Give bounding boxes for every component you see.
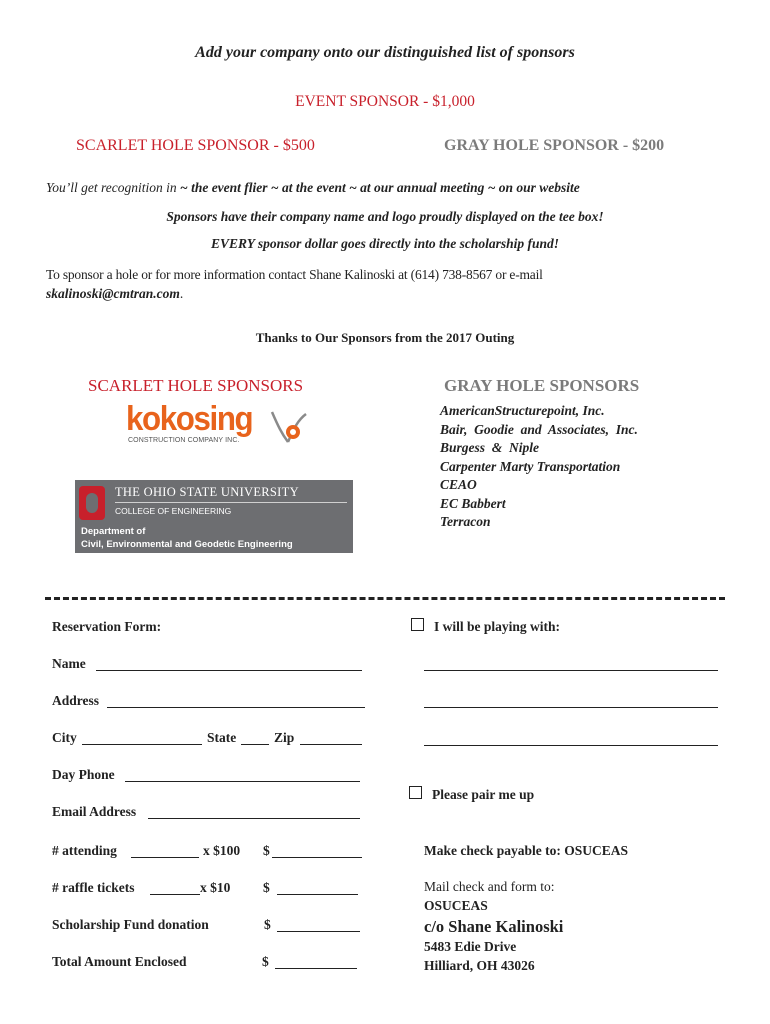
payable-to: Make check payable to: OSUCEAS — [424, 843, 629, 858]
attending-label: # attending — [52, 843, 117, 858]
tee-box-line: Sponsors have their company name and logo proudly displayed on the tee box! — [166, 209, 604, 224]
address-field[interactable] — [107, 707, 365, 708]
raffle-count-field[interactable] — [150, 894, 200, 895]
attending-dollar: $ — [263, 843, 270, 858]
city-label: City — [52, 730, 77, 745]
osu-logo — [75, 480, 353, 553]
email-label: Email Address — [52, 804, 137, 819]
osu-college: COLLEGE OF ENGINEERING — [115, 506, 232, 516]
kokosing-wordmark: kokosing — [126, 400, 253, 438]
contact-email[interactable]: skalinoski@cmtran.com — [46, 286, 180, 301]
list-item: CEAO — [440, 477, 477, 492]
event-sponsor-heading: EVENT SPONSOR - $1,000 — [295, 93, 475, 110]
scholarship-amount-field[interactable] — [277, 931, 360, 932]
osu-divider — [115, 502, 347, 503]
list-item: Burgess & Niple — [440, 440, 540, 455]
osu-department-name: Civil, Environmental and Geodetic Engineering — [81, 539, 293, 550]
name-field[interactable] — [96, 670, 362, 671]
total-label: Total Amount Enclosed — [52, 954, 187, 969]
attending-price: x $100 — [203, 843, 241, 858]
gray-sponsors-heading: GRAY HOLE SPONSORS — [444, 376, 640, 395]
playing-with-checkbox[interactable] — [411, 618, 424, 631]
recognition-items: ~ the event flier ~ at the event ~ at our annual meeting ~ on our website — [180, 180, 580, 195]
scholarship-line: EVERY sponsor dollar goes directly into the scholarship fund! — [210, 236, 560, 251]
mail-city: Hilliard, OH 43026 — [424, 958, 535, 973]
total-amount-field[interactable] — [275, 968, 357, 969]
kokosing-logo — [126, 400, 316, 450]
scarlet-sponsors-heading: SCARLET HOLE SPONSORS — [88, 376, 304, 395]
zip-label: Zip — [274, 730, 295, 745]
osu-department: Department of — [81, 526, 146, 537]
list-item: Bair, Goodie and Associates, Inc. — [440, 421, 638, 437]
total-dollar: $ — [262, 954, 269, 969]
recognition-lead: You’ll get recognition in — [46, 180, 177, 195]
kokosing-subtitle: CONSTRUCTION COMPANY INC. — [128, 437, 240, 444]
scholarship-label: Scholarship Fund donation — [52, 917, 209, 932]
state-field[interactable] — [241, 744, 269, 745]
zip-field[interactable] — [300, 744, 362, 745]
raffle-label: # raffle tickets — [52, 880, 135, 895]
osu-block-o-icon — [79, 486, 105, 520]
list-item: Terracon — [440, 514, 491, 529]
raffle-dollar: $ — [263, 880, 270, 895]
mail-street: 5483 Edie Drive — [424, 939, 517, 954]
gray-hole-sponsor-heading: GRAY HOLE SPONSOR - $200 — [444, 137, 665, 154]
contact-email-line — [46, 286, 183, 302]
mail-care-of: c/o Shane Kalinoski — [424, 917, 564, 936]
osu-name: THE OHIO STATE UNIVERSITY — [115, 485, 299, 499]
scholarship-dollar: $ — [264, 917, 271, 932]
tagline: Add your company onto our distinguished list of sponsors — [195, 44, 575, 61]
city-field[interactable] — [82, 744, 202, 745]
thanks-heading: Thanks to Our Sponsors from the 2017 Outing — [255, 330, 515, 345]
cut-line-divider — [45, 597, 725, 600]
player-field-1[interactable] — [424, 670, 718, 671]
day-phone-label: Day Phone — [52, 767, 115, 782]
address-label: Address — [52, 693, 100, 708]
player-field-3[interactable] — [424, 745, 718, 746]
email-field[interactable] — [148, 818, 360, 819]
mail-org: OSUCEAS — [424, 898, 488, 913]
day-phone-field[interactable] — [125, 781, 360, 782]
list-item: EC Babbert — [440, 495, 506, 511]
attending-count-field[interactable] — [131, 857, 199, 858]
mail-to: Mail check and form to: — [424, 879, 555, 894]
pair-me-up-checkbox[interactable] — [409, 786, 422, 799]
player-field-2[interactable] — [424, 707, 718, 708]
scarlet-hole-sponsor-heading: SCARLET HOLE SPONSOR - $500 — [76, 137, 315, 154]
reservation-form-title: Reservation Form: — [52, 619, 162, 634]
contact-text: To sponsor a hole or for more information contact Shane Kalinoski at (614) 738-8567 or e-mail — [46, 267, 543, 282]
recognition-line — [46, 180, 580, 196]
kokosing-swoosh-icon — [268, 408, 308, 446]
name-label: Name — [52, 656, 86, 671]
contact-period: . — [179, 286, 184, 301]
playing-with-label: I will be playing with: — [434, 619, 561, 634]
list-item: AmericanStructurepoint, Inc. — [440, 403, 605, 418]
attending-amount-field[interactable] — [272, 857, 362, 858]
raffle-amount-field[interactable] — [277, 894, 358, 895]
raffle-price: x $10 — [200, 880, 231, 895]
gray-sponsors-list — [440, 402, 680, 532]
pair-me-up-label: Please pair me up — [432, 787, 535, 802]
state-label: State — [207, 730, 237, 745]
list-item: Carpenter Marty Transportation — [440, 458, 621, 474]
